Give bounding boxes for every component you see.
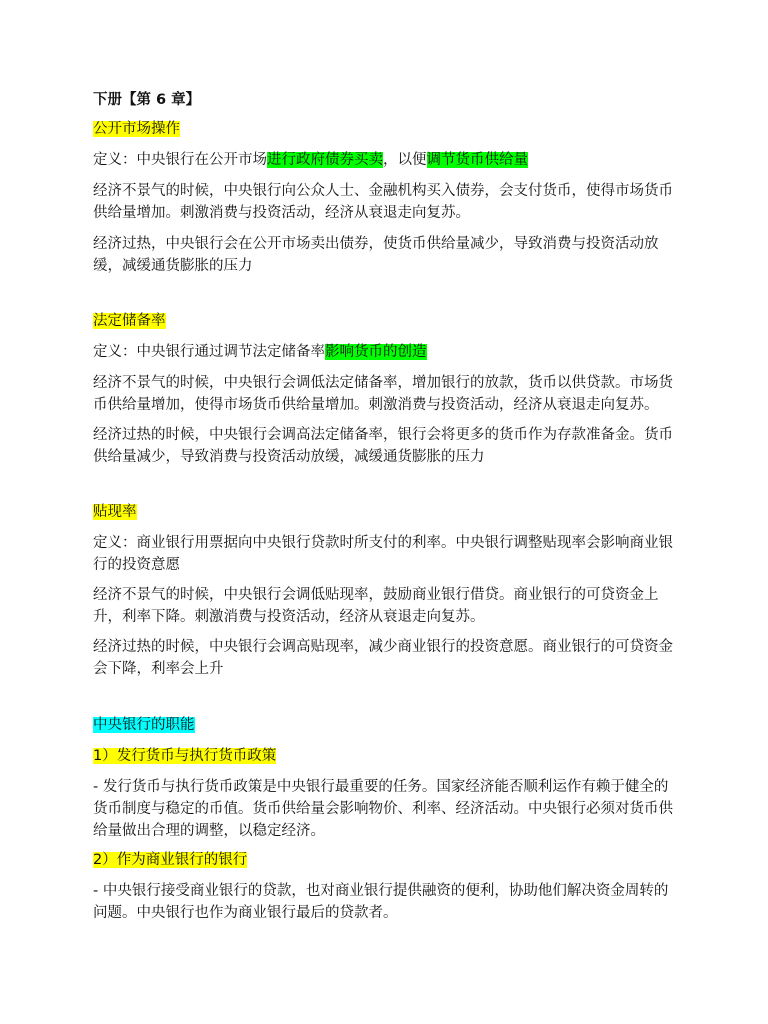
function-item-title: [93, 745, 681, 767]
paragraph-overheat: 经济过热的时候，中央银行会调高法定储备率，银行会将更多的货币作为存款准备金。货币供给量减少，导致消费与投资活动放缓，减缓通货膨胀的压力: [93, 427, 673, 465]
paragraph-overheat: 经济过热，中央银行会在公开市场卖出债券，使货币供给量减少，导致消费与投资活动放缓，减缓通货膨胀的压力: [93, 236, 659, 274]
function-item-body: - 发行货币与执行货币政策是中央银行最重要的任务。国家经济能否顺利运作有赖于健全的货币制度与稳定的币值。货币供给量会影响物价、利率、经济活动。中央银行必须对货币供给量做出合理的调整，以稳定经济。: [93, 779, 673, 839]
section-heading-text: 法定储备率: [93, 313, 166, 329]
definition-open-market: 定义：中央银行在公开市场进行政府债券买卖，以便调节货币供给量: [93, 152, 528, 168]
paragraph-recession: 经济不景气的时候，中央银行会调低法定储备率，增加银行的放款，货币以供贷款。市场货币供给量增加，使得市场货币供给量增加。刺激消费与投资活动，经济从衰退走向复苏。: [93, 375, 673, 413]
paragraph-recession: 经济不景气的时候，中央银行向公众人士、金融机构买入债券，会支付货币，使得市场货币供给量增加。刺激消费与投资活动，经济从衰退走向复苏。: [93, 183, 673, 221]
paragraph-recession: 经济不景气的时候，中央银行会调低贴现率，鼓励商业银行借贷。商业银行的可贷资金上升，利率下降。刺激消费与投资活动，经济从衰退走向复苏。: [93, 587, 659, 625]
function-item-title-text: 1）发行货币与执行货币政策: [93, 748, 277, 764]
functions-heading: [93, 714, 681, 736]
section-heading-open-market: [93, 118, 681, 140]
function-item-title-text: 2）作为商业银行的银行: [93, 852, 248, 868]
highlight-text: 影响货币的创造: [325, 344, 427, 360]
section-heading-text: 公开市场操作: [93, 121, 180, 137]
chapter-heading: 下册【第 6 章】: [93, 92, 201, 108]
function-item-title: [93, 849, 681, 871]
section-heading-text: 贴现率: [93, 504, 137, 520]
definition-discount-rate: 定义：商业银行用票据向中央银行贷款时所支付的利率。中央银行调整贴现率会影响商业银行的投资意愿: [93, 535, 673, 573]
function-item-body: - 中央银行接受商业银行的贷款，也对商业银行提供融资的便利，协助他们解决资金周转的问题。中央银行也作为商业银行最后的贷款者。: [93, 883, 669, 921]
paragraph-overheat: 经济过热的时候，中央银行会调高贴现率，减少商业银行的投资意愿。商业银行的可贷资金会下降，利率会上升: [93, 639, 673, 677]
section-heading-discount-rate: [93, 501, 681, 523]
highlight-text: 进行政府债券买卖: [267, 152, 383, 168]
functions-heading-text: 中央银行的职能: [93, 717, 195, 733]
highlight-text: 调节货币供给量: [426, 152, 528, 168]
section-heading-reserve-ratio: [93, 310, 681, 332]
definition-reserve-ratio: 定义：中央银行通过调节法定储备率影响货币的创造: [93, 344, 427, 360]
